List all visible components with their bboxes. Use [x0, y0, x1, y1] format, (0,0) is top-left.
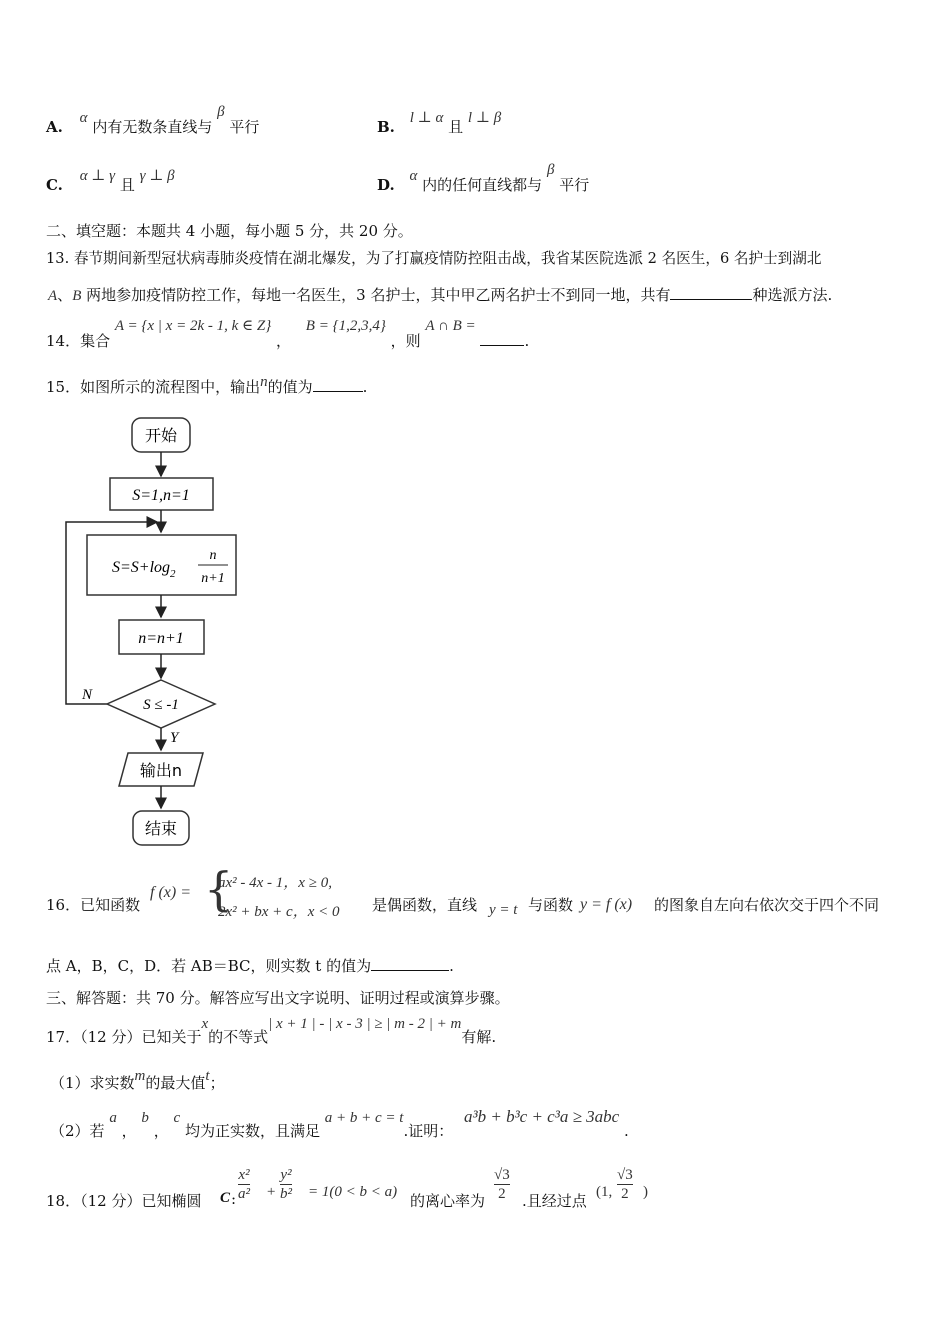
q14	[46, 314, 530, 350]
option-d-label: D.	[377, 176, 395, 194]
q16-line2	[46, 955, 454, 976]
q17-part2-end: .	[623, 1122, 629, 1140]
q16-line2-text: 点 A，B，C，D．若 AB＝BC，则实数 t 的值为	[46, 957, 372, 975]
set-a: A = {x | x = 2k - 1, k ∈ Z}	[114, 318, 272, 334]
q17-part1-end: ；	[209, 1074, 225, 1092]
option-b	[377, 106, 502, 136]
q16-case1: ax² - 4x - 1，x ≥ 0,	[218, 875, 332, 891]
flow-frac-num: n	[209, 548, 217, 563]
q18-point-two: 2	[621, 1186, 629, 1202]
flow-init-text: S=1,n=1	[132, 487, 190, 504]
q17-suffix: 有解.	[461, 1028, 497, 1046]
option-d-text: 内的任何直线都与	[422, 176, 543, 194]
q17-a: a	[109, 1110, 117, 1126]
flow-yes-label: Y	[170, 730, 179, 746]
flow-end-text: 结束	[144, 819, 178, 838]
flow-no-label: N	[82, 687, 93, 703]
q17-part2	[50, 1106, 629, 1140]
flow-update-s-main: S=S+log	[112, 559, 171, 576]
q17	[46, 1012, 497, 1046]
q17-prefix: 17．（12 分）已知关于	[46, 1028, 202, 1046]
q18-frac-y	[280, 1166, 292, 1203]
q15-suffix: 的值为	[267, 378, 313, 396]
q18-plus: +	[266, 1184, 277, 1200]
q15-answer-blank[interactable]	[313, 377, 363, 392]
flow-output-text: 输出n	[139, 761, 183, 780]
q18-y2: y²	[280, 1167, 292, 1183]
q16-brace: {	[204, 862, 234, 916]
q13-text: 两地参加疫情防控工作，每地一名医生，3 名护士，其中甲乙两名护士不到同一地，共有	[86, 286, 671, 304]
q17-text: 的不等式	[208, 1028, 269, 1046]
q18-point-y	[617, 1166, 633, 1203]
place-a: A	[48, 288, 58, 304]
q18-a2: a²	[238, 1186, 250, 1202]
q15-var: n	[260, 374, 268, 390]
q18-ellipse-name: C	[220, 1190, 231, 1206]
flow-log-base: 2	[170, 568, 176, 580]
q18-text2: .且经过点	[522, 1192, 587, 1210]
beta-symbol: β	[217, 104, 225, 120]
q17-part1	[50, 1064, 225, 1092]
q18-eccentricity	[494, 1166, 510, 1203]
q17-part1-mid: 的最大值	[145, 1074, 206, 1092]
flow-frac-den: n+1	[201, 571, 225, 586]
q17-c: c	[173, 1110, 181, 1126]
q17-claim: a³b + b³c + c³a ≥ 3abc	[464, 1107, 620, 1126]
option-c-and: 且	[119, 176, 135, 194]
option-c-label: C.	[46, 176, 63, 194]
q16-text1: 是偶函数，直线	[372, 896, 478, 914]
q17-comma2: ，	[153, 1122, 169, 1140]
q16-fx: f (x) =	[150, 884, 191, 901]
set-b: B = {1,2,3,4}	[305, 318, 386, 334]
q16-end: .	[449, 957, 454, 975]
flow-start-text: 开始	[144, 426, 178, 445]
flow-update-n-text: n=n+1	[138, 630, 184, 647]
q18-two: 2	[498, 1186, 506, 1202]
option-d-end: 平行	[559, 176, 590, 194]
q16-text2: 与函数	[528, 896, 574, 914]
option-a-text: 内有无数条直线与	[92, 118, 213, 136]
alpha-symbol: α	[409, 168, 418, 184]
place-b: B	[72, 288, 82, 304]
q13-sep: 、	[57, 286, 73, 304]
intersection-expr: A ∩ B =	[425, 318, 476, 334]
q18-prefix: 18．（12 分）已知椭圆	[46, 1192, 202, 1210]
q18-point-close: )	[643, 1184, 648, 1200]
option-b-expr1: l ⊥ α	[409, 110, 444, 126]
q18-point-sqrt3: √3	[617, 1167, 633, 1183]
flow-decision-text: S ≤ -1	[143, 697, 179, 713]
q17-part2-mid: 均为正实数，且满足	[184, 1122, 320, 1140]
q17-condition: a + b + c = t	[324, 1110, 404, 1126]
option-c	[46, 164, 175, 194]
q14-comma: ，	[275, 332, 291, 350]
q14-then: ，则	[390, 332, 421, 350]
option-c-expr2: γ ⊥ β	[139, 168, 175, 184]
q18-sqrt3: √3	[494, 1167, 510, 1183]
q17-b: b	[141, 1110, 149, 1126]
q15-end: .	[362, 378, 368, 396]
q14-prefix: 14．集合	[46, 332, 111, 350]
q13-end: 种选派方法.	[752, 286, 833, 304]
q17-inequality: | x + 1 | - | x - 3 | ≥ | m - 2 | + m	[268, 1016, 462, 1032]
q13-line2	[48, 284, 832, 305]
q17-prove: .证明：	[403, 1122, 454, 1140]
q18-frac-x	[238, 1166, 250, 1203]
q16-case2: 2x² + bx + c，x < 0	[218, 904, 340, 920]
q17-part1-var: m	[134, 1068, 146, 1084]
option-a	[46, 104, 260, 136]
q18-x2: x²	[238, 1167, 250, 1183]
q16-line: y = t	[489, 902, 518, 918]
option-b-label: B.	[377, 118, 395, 136]
option-b-expr2: l ⊥ β	[467, 110, 502, 126]
q18-rest: = 1(0 < b < a)	[308, 1184, 398, 1200]
q16-text3: 的图象自左向右依次交于四个不同	[654, 896, 880, 914]
q17-part2-prefix: （2）若	[50, 1122, 105, 1140]
section-3-heading: 三、解答题：共 70 分。解答应写出文字说明、证明过程或演算步骤。	[46, 989, 510, 1007]
q15-prefix: 15．如图所示的流程图中，输出	[46, 378, 261, 396]
option-c-expr1: α ⊥ γ	[79, 168, 116, 184]
beta-symbol: β	[546, 162, 555, 178]
q18-point-open: (1,	[596, 1184, 613, 1200]
q17-comma1: ，	[121, 1122, 137, 1140]
q18-text1: 的离心率为	[410, 1192, 486, 1210]
flowchart	[56, 410, 246, 850]
q16-prefix: 16．已知函数	[46, 896, 141, 914]
q14-end: .	[524, 332, 530, 350]
q17-part1-t: t	[205, 1068, 210, 1084]
q16-answer-blank[interactable]	[371, 956, 449, 971]
option-d	[377, 162, 590, 194]
q14-answer-blank[interactable]	[480, 331, 524, 346]
option-a-end: 平行	[229, 118, 260, 136]
q16-func: y = f (x)	[580, 896, 633, 913]
q15	[46, 370, 368, 396]
q17-var-x: x	[201, 1016, 209, 1032]
alpha-symbol: α	[79, 110, 88, 126]
q18-b2: b²	[280, 1186, 292, 1202]
q17-part1-prefix: （1）求实数	[50, 1074, 135, 1092]
option-b-and: 且	[448, 118, 464, 136]
option-a-label: A.	[46, 118, 63, 136]
q13-answer-blank[interactable]	[670, 285, 752, 300]
q18-colon: :	[231, 1190, 237, 1208]
section-2-heading: 二、填空题：本题共 4 小题，每小题 5 分，共 20 分。	[46, 222, 413, 240]
q13-line1: 13. 春节期间新型冠状病毒肺炎疫情在湖北爆发，为了打赢疫情防控阻击战，我省某医院选派 2 名医生，6 名护士到湖北	[46, 250, 822, 267]
